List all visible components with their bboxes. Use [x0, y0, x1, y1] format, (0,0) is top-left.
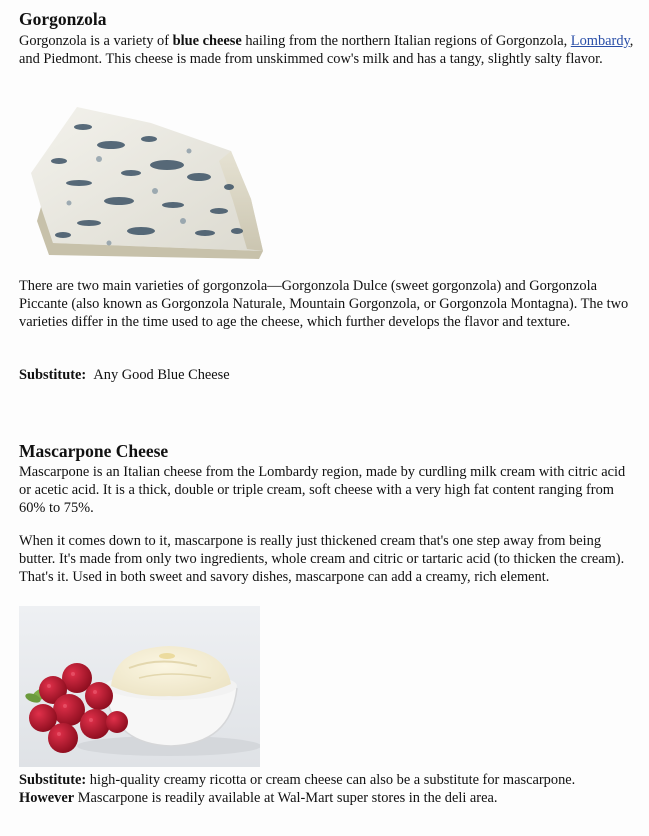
however-label: However: [19, 790, 75, 806]
intro-text-a: Gorgonzola is a variety of: [19, 33, 173, 49]
mascarpone-description: When it comes down to it, mascarpone is really just thickened cream that's one step away from being butter. It's made from only two ingredients, whole cream and citric or tartaric acid (to thicken the cream). That's it. Used in both sweet and savory dishes, mascarpone can add a creamy, rich element.: [19, 533, 625, 585]
gorgonzola-image: [19, 103, 277, 261]
mascarpone-title: Mascarpone Cheese: [19, 441, 169, 461]
gorgonzola-substitute: [19, 366, 230, 384]
substitute-label: Substitute:: [19, 367, 87, 383]
gorgonzola-varieties: There are two main varieties of gorgonzola—Gorgonzola Dulce (sweet gorgonzola) and Gorgonzola Piccante (also known as Gorgonzola Naturale, Mountain Gorgonzola, or Gorgonzola Montagna). The two varieties differ in the time used to age the cheese, which further develops the flavor and texture.: [19, 278, 629, 330]
however-value: Mascarpone is readily available at Wal-Mart super stores in the deli area.: [74, 790, 498, 806]
gorgonzola-title: Gorgonzola: [19, 9, 107, 29]
gorgonzola-intro: [19, 32, 634, 68]
blue-cheese-bold: blue cheese: [172, 33, 242, 49]
substitute-value: Any Good Blue Cheese: [93, 367, 230, 383]
lombardy-link[interactable]: Lombardy: [570, 33, 630, 49]
intro-text-b: hailing from the northern Italian regions of Gorgonzola,: [241, 33, 571, 49]
substitute-value: high-quality creamy ricotta or cream cheese can also be a substitute for mascarpone.: [86, 772, 576, 788]
mascarpone-substitute: [19, 771, 644, 807]
intro-text-c: , and Piedmont. This cheese is made from unskimmed cow's milk and has a tangy, slightly salty flavor.: [19, 33, 634, 67]
substitute-label: Substitute:: [19, 772, 87, 788]
mascarpone-image: [19, 606, 260, 767]
mascarpone-intro: Mascarpone is an Italian cheese from the Lombardy region, made by curdling milk cream with citric acid or acetic acid. It is a thick, double or triple cream, soft cheese with a very high fat content ranging from 60% to 75%.: [19, 464, 626, 516]
